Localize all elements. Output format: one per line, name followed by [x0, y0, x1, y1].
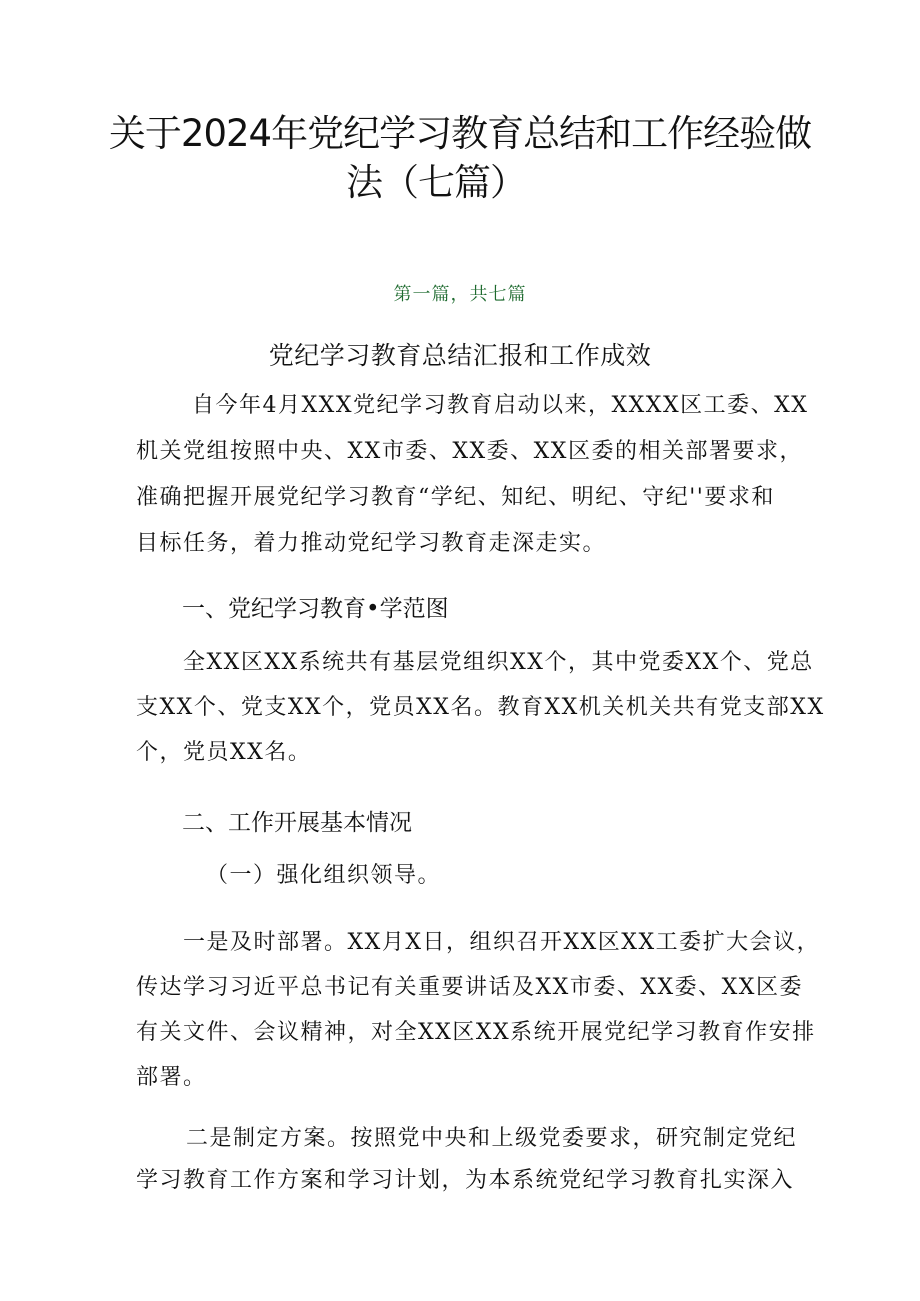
intro-line: 准确把握开展党纪学习教育“学纪、知纪、明纪、守纪''要求和	[136, 485, 775, 510]
subsection-1-heading: （一）强化组织领导。	[206, 863, 442, 888]
article-title: 党纪学习教育总结汇报和工作成效	[268, 341, 652, 370]
paragraph-1-line: 传达学习习近平总书记有关重要讲话及XX市委、XX委、XX区委	[136, 975, 803, 1000]
intro-line: 机关党组按照中央、XX市委、XX委、XX区委的相关部署要求，	[136, 439, 803, 464]
paragraph-1-line: 一是及时部署。XX月X日，组织召开XX区XX工委扩大会议，	[183, 930, 821, 955]
part-label: 第一篇，共七篇	[393, 284, 527, 305]
document-title-line-1: 关于2024年党纪学习教育总结和工作经验做	[108, 112, 812, 155]
section-1-line: 个，党员XX名。	[136, 740, 312, 765]
paragraph-1-line: 部署。	[136, 1065, 207, 1090]
paragraph-1-line: 有关文件、会议精神，对全XX区XX系统开展党纪学习教育作安排	[136, 1020, 816, 1045]
paragraph-2-line: 学习教育工作方案和学习计划，为本系统党纪学习教育扎实深入	[136, 1168, 795, 1193]
intro-line: 目标任务，着力推动党纪学习教育走深走实。	[136, 531, 607, 556]
intro-line: 自今年4月XXX党纪学习教育启动以来，XXXX区工委、XX	[192, 393, 809, 418]
section-1-line: 全XX区XX系统共有基层党组织XX个，其中党委XX个、党总	[183, 650, 814, 675]
section-2-heading: 二、工作开展基本情况	[182, 810, 412, 836]
section-1-line: 支XX个、党支XX个，党员XX名。教育XX机关机关共有党支部XX	[136, 695, 825, 720]
document-title-line-2: 法（七篇）	[346, 161, 526, 204]
section-1-heading: 一、党纪学习教育•学范图	[182, 596, 449, 622]
paragraph-2-line: 二是制定方案。按照党中央和上级党委要求，研究制定党纪	[186, 1126, 798, 1151]
